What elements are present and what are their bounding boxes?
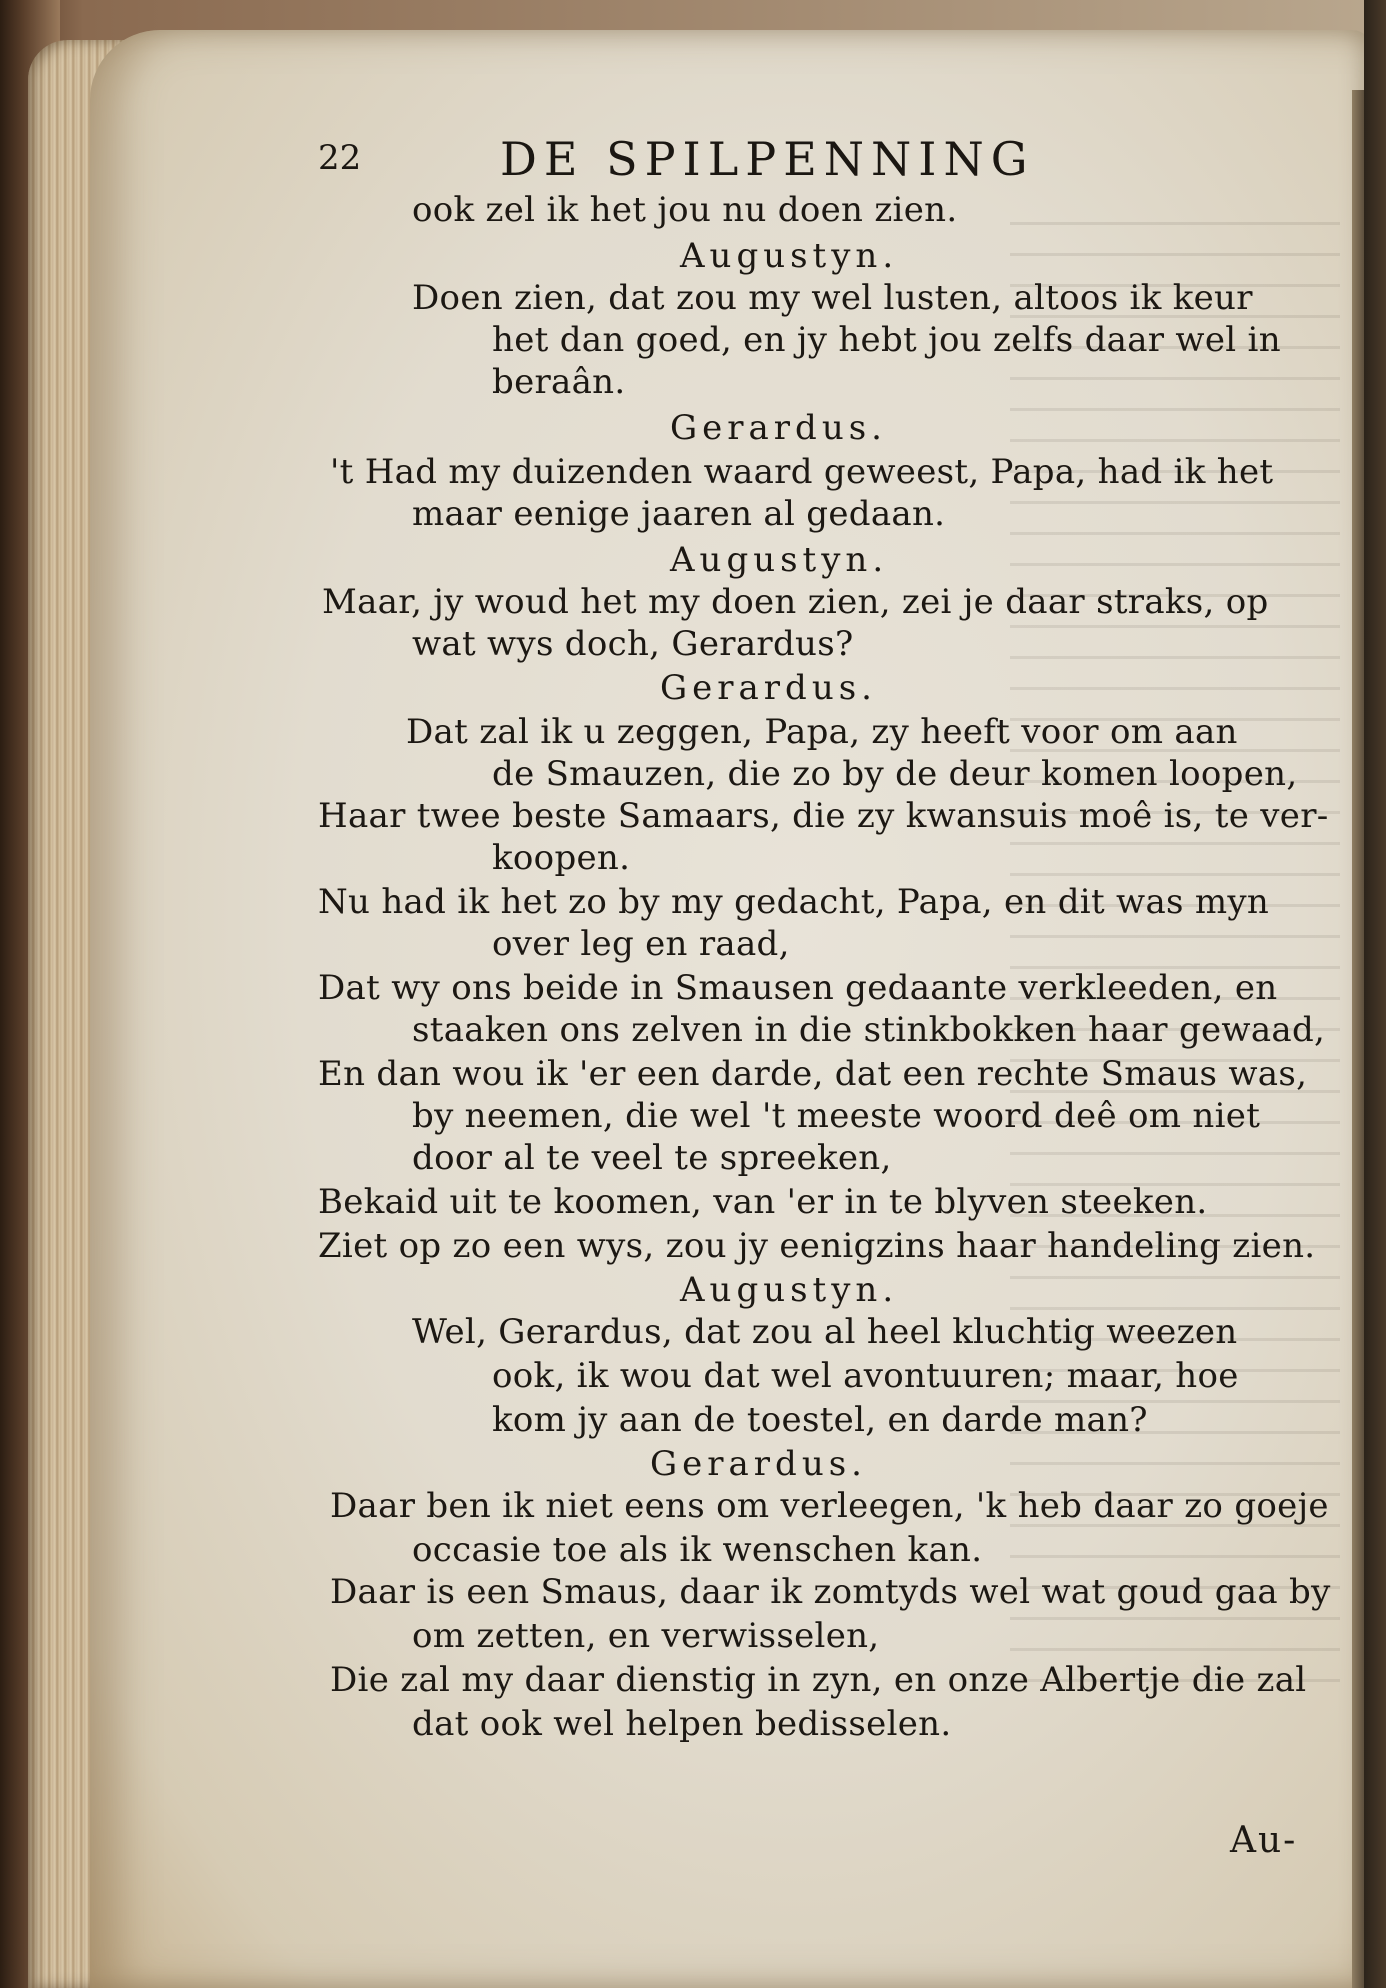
verse-line: de Smauzen, die zo by de deur komen loopen,: [492, 754, 1298, 794]
verse-line: Ziet op zo een wys, zou jy eenigzins haar handeling zien.: [318, 1226, 1316, 1266]
running-title: DE SPILPENNING: [500, 132, 1035, 186]
page-header: [318, 132, 1168, 198]
verse-line: Nu had ik het zo by my gedacht, Papa, en dit was myn: [318, 882, 1270, 922]
verse-line: En dan wou ik 'er een darde, dat een rechte Smaus was,: [318, 1054, 1308, 1094]
show-through-text: [1010, 210, 1340, 1710]
speaker-name: Augustyn.: [680, 236, 899, 276]
verse-line: Doen zien, dat zou my wel lusten, altoos ik keur: [412, 278, 1253, 318]
verse-line: Maar, jy woud het my doen zien, zei je daar straks, op: [322, 582, 1269, 622]
verse-line: Dat zal ik u zeggen, Papa, zy heeft voor om aan: [406, 712, 1238, 752]
verse-line: koopen.: [492, 838, 631, 878]
verse-line: beraân.: [492, 362, 626, 402]
verse-line: Daar ben ik niet eens om verleegen, 'k heb daar zo goeje: [330, 1486, 1329, 1526]
verse-line: 't Had my duizenden waard geweest, Papa, had ik het: [330, 452, 1274, 492]
speaker-name: Gerardus.: [660, 668, 877, 708]
verse-line: wat wys doch, Gerardus?: [412, 624, 854, 664]
speaker-name: Gerardus.: [670, 408, 887, 448]
verse-line: ook, ik wou dat wel avontuuren; maar, hoe: [492, 1356, 1239, 1396]
verse-line: het dan goed, en jy hebt jou zelfs daar wel in: [492, 320, 1281, 360]
facing-page-edge: [1364, 0, 1386, 1988]
verse-line: ook zel ik het jou nu doen zien.: [412, 190, 958, 230]
speaker-name: Augustyn.: [670, 540, 889, 580]
verse-line: om zetten, en verwisselen,: [412, 1616, 880, 1656]
verse-line: occasie toe als ik wenschen kan.: [412, 1530, 983, 1570]
verse-line: Wel, Gerardus, dat zou al heel kluchtig weezen: [412, 1312, 1238, 1352]
page-number: 22: [318, 138, 362, 178]
verse-line: dat ook wel helpen bedisselen.: [412, 1704, 952, 1744]
verse-line: Daar is een Smaus, daar ik zomtyds wel wat goud gaa by: [330, 1572, 1331, 1612]
speaker-name: Augustyn.: [680, 1270, 899, 1310]
verse-line: by neemen, die wel 't meeste woord deê om niet: [412, 1096, 1261, 1136]
verse-line: Die zal my daar dienstig in zyn, en onze Albertje die zal: [330, 1660, 1307, 1700]
verse-line: maar eenige jaaren al gedaan.: [412, 494, 946, 534]
catchword: Au-: [1230, 1820, 1298, 1861]
verse-line: Bekaid uit te koomen, van 'er in te blyven steeken.: [318, 1182, 1208, 1222]
verse-line: kom jy aan de toestel, en darde man?: [492, 1400, 1148, 1440]
verse-line: Dat wy ons beide in Smausen gedaante verkleeden, en: [318, 968, 1278, 1008]
speaker-name: Gerardus.: [650, 1444, 867, 1484]
verse-line: over leg en raad,: [492, 924, 790, 964]
verse-line: door al te veel te spreeken,: [412, 1138, 892, 1178]
verse-line: Haar twee beste Samaars, die zy kwansuis moê is, te ver-: [318, 796, 1329, 836]
verse-line: staaken ons zelven in die stinkbokken haar gewaad,: [412, 1010, 1326, 1050]
